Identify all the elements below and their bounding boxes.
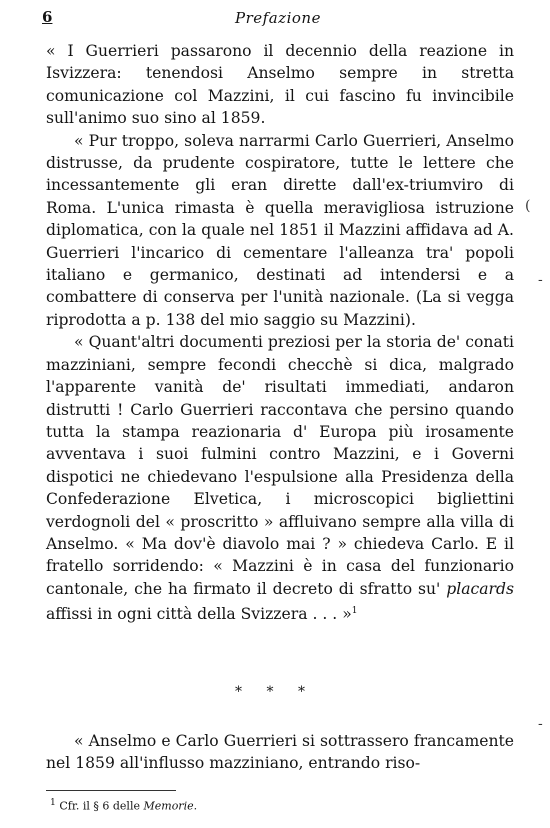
paragraph-4: « Anselmo e Carlo Guerrieri si sottrassero francamente nel 1859 all'influsso mazziniano, entrando riso- bbox=[46, 732, 514, 773]
paragraph-2: « Pur troppo, soleva narrarmi Carlo Guerrieri, Anselmo distrusse, da prudente cospiratore, tutte le lettere che incessantemente gli eran dirette dall'ex-triumviro di Roma. L'unica rimasta è quella meravigliosa istruzione diplomatica, con la quale nel 1851 il Mazzini affidava ad A. Guerrieri l'incarico di cementare l'alleanza tra' popoli italiano e germanico, destinati ad intendersi e a combattere di conserva per l'unità nazionale. (La si vegga riprodotta a p. 138 del mio saggio su Mazzini). bbox=[46, 131, 514, 329]
section-separator: * * * bbox=[235, 684, 315, 700]
page-header bbox=[36, 4, 520, 30]
page-number: 6 bbox=[42, 8, 53, 26]
body-text bbox=[46, 40, 514, 626]
running-head: Prefazione bbox=[235, 9, 321, 27]
footnote-reference: 1 bbox=[351, 606, 358, 617]
paragraph-3-text: « Quant'altri documenti preziosi per la storia de' conati mazziniani, sempre fecondi checchè si dica, malgrado l'apparente vanità de' risultati immediati, andaron distrutti ! Carlo Guerrieri raccontava che persino quando tutta la stampa reazionaria d' Europa più irosamente avventava i suoi fulmini contro Mazzini, e i Governi dispotici ne chiedevano l'espulsione alla Presidenza della Confederazione Elvetica, i microscopici bigliettini verdognoli del « proscritto » affluivano sempre alla villa di Anselmo. « Ma dov'è diavolo mai ? » chiedeva Carlo. E il fratello sorridendo: « Mazzini è in casa del funzionario cantonale, che ha firmato il decreto di sfratto su' bbox=[46, 333, 514, 598]
footnote bbox=[50, 796, 197, 814]
paragraph-1: « I Guerrieri passarono il decennio della reazione in Isvizzera: tenendosi Anselmo sempre in stretta comunicazione col Mazzini, il cui fascino fu invincibile sull'animo suo sino al 1859. bbox=[46, 42, 514, 128]
footnote-rule bbox=[46, 790, 176, 791]
margin-mark: - bbox=[538, 716, 543, 732]
footnote-text: Cfr. il § 6 delle bbox=[59, 799, 140, 813]
paragraph-3-italic-word: placards bbox=[446, 579, 514, 598]
margin-mark: ( bbox=[525, 198, 531, 214]
paragraph-3-tail: affissi in ogni città della Svizzera . . . » bbox=[46, 605, 352, 624]
footnote-mark: 1 bbox=[50, 797, 56, 808]
footnote-italic: Memorie. bbox=[143, 799, 198, 813]
margin-mark: - bbox=[538, 272, 543, 288]
paragraph-3 bbox=[46, 331, 514, 625]
